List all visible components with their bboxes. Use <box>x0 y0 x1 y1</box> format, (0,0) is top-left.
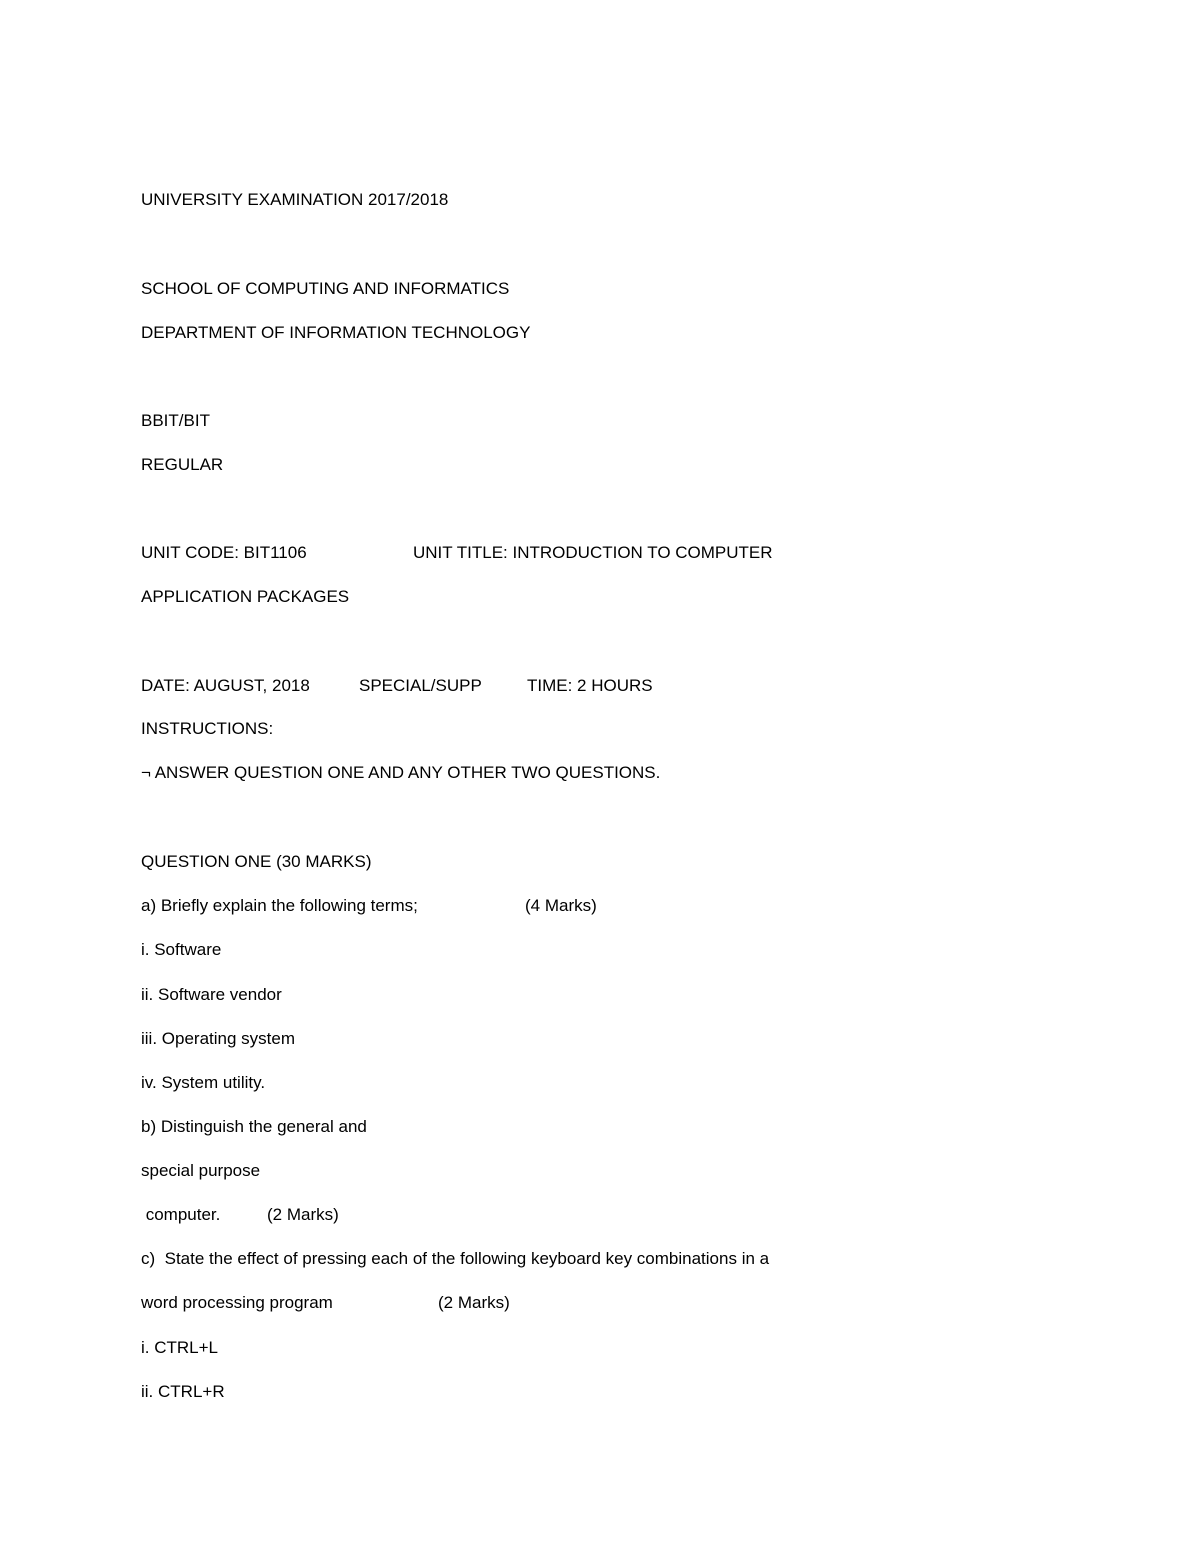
part-b-line1: b) Distinguish the general and <box>141 1117 367 1136</box>
part-c-line2: word processing program <box>141 1293 333 1312</box>
part-c-line1: c) State the effect of pressing each of the following keyboard key combinations in a <box>141 1249 770 1268</box>
unit-title: UNIT TITLE: INTRODUCTION TO COMPUTER <box>413 543 773 562</box>
list-item: i. Software <box>141 940 222 959</box>
part-b-line3: computer. <box>141 1205 221 1224</box>
exam-title: UNIVERSITY EXAMINATION 2017/2018 <box>141 190 449 209</box>
department-name: DEPARTMENT OF INFORMATION TECHNOLOGY <box>141 323 531 342</box>
list-item: ii. Software vendor <box>141 985 282 1004</box>
instructions-text: ¬ ANSWER QUESTION ONE AND ANY OTHER TWO QUESTIONS. <box>141 763 661 782</box>
part-c-row <box>141 1292 641 1314</box>
part-c-marks: (2 Marks) <box>438 1293 510 1312</box>
part-b-row <box>141 1204 541 1226</box>
part-a-marks: (4 Marks) <box>525 896 597 915</box>
study-mode: REGULAR <box>141 455 224 474</box>
exam-type: SPECIAL/SUPP <box>359 676 482 695</box>
list-item: ii. CTRL+R <box>141 1382 225 1401</box>
question-one-heading: QUESTION ONE (30 MARKS) <box>141 852 372 871</box>
list-item: i. CTRL+L <box>141 1338 218 1357</box>
part-b-marks: (2 Marks) <box>267 1205 339 1224</box>
exam-time: TIME: 2 HOURS <box>527 676 653 695</box>
exam-date: DATE: AUGUST, 2018 <box>141 676 310 695</box>
school-name: SCHOOL OF COMPUTING AND INFORMATICS <box>141 279 510 298</box>
unit-code: UNIT CODE: BIT1106 <box>141 543 307 562</box>
list-item: iv. System utility. <box>141 1073 266 1092</box>
part-a-text: a) Briefly explain the following terms; <box>141 896 418 915</box>
list-item: iii. Operating system <box>141 1029 295 1048</box>
program-name: BBIT/BIT <box>141 411 210 430</box>
unit-row <box>141 542 841 564</box>
part-a-row <box>141 895 641 917</box>
instructions-label: INSTRUCTIONS: <box>141 719 274 738</box>
unit-title-continued: APPLICATION PACKAGES <box>141 587 350 606</box>
part-b-line2: special purpose <box>141 1161 261 1180</box>
exam-info-row <box>141 675 741 697</box>
